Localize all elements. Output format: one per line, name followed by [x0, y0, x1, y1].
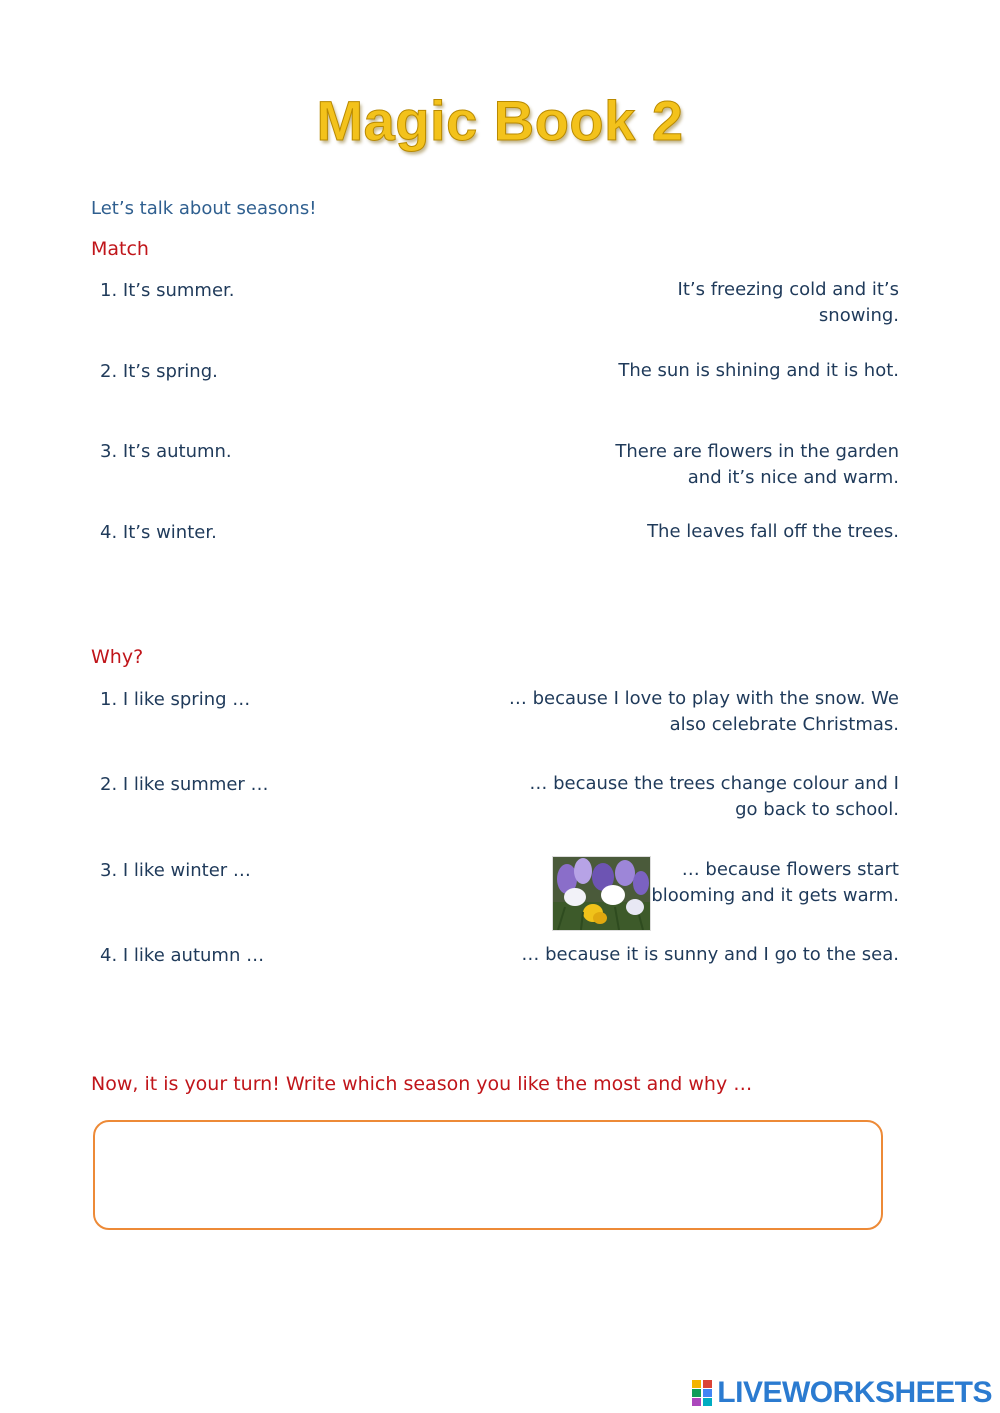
match-right-item-4[interactable] [647, 519, 899, 545]
match-left-item-2[interactable]: 2. It’s spring. [100, 361, 218, 382]
match-right-item-1-line-2: snowing. [818, 305, 899, 326]
liveworksheets-logo [691, 1376, 992, 1410]
why-right-item-4-line-1: … because it is sunny and I go to the sea. [521, 944, 899, 965]
match-heading: Match [91, 238, 149, 260]
match-right-item-3-line-1: There are flowers in the garden [615, 441, 899, 462]
why-right-item-3-line-1: … because flowers start [681, 859, 899, 880]
why-left-item-3[interactable]: 3. I like winter … [100, 860, 251, 881]
liveworksheets-logo-icon [691, 1379, 713, 1407]
match-left-item-4[interactable]: 4. It’s winter. [100, 522, 217, 543]
why-right-item-3[interactable] [651, 857, 899, 909]
why-left-item-4[interactable]: 4. I like autumn … [100, 945, 265, 966]
liveworksheets-logo-text: LIVEWORKSHEETS [717, 1376, 992, 1409]
match-right-item-4-line-1: The leaves fall off the trees. [647, 521, 899, 542]
page-title: Magic Book 2 [316, 89, 684, 152]
match-left-item-3[interactable]: 3. It’s autumn. [100, 441, 232, 462]
why-right-item-2-line-1: … because the trees change colour and I [529, 773, 899, 794]
match-right-item-1-line-1: It’s freezing cold and it’s [677, 279, 899, 300]
answer-text-box[interactable] [93, 1120, 883, 1230]
why-right-item-4[interactable] [521, 942, 899, 968]
crocus-flowers-image [552, 856, 651, 931]
match-left-item-1[interactable]: 1. It’s summer. [100, 280, 235, 301]
why-right-item-2[interactable] [529, 771, 899, 823]
why-left-item-2[interactable]: 2. I like summer … [100, 774, 269, 795]
your-turn-prompt: Now, it is your turn! Write which season you like the most and why … [91, 1073, 753, 1095]
match-right-item-2[interactable] [618, 358, 899, 384]
why-right-item-1-line-1: … because I love to play with the snow. We [508, 688, 899, 709]
why-left-item-1[interactable]: 1. I like spring … [100, 689, 251, 710]
why-right-item-3-line-2: blooming and it gets warm. [651, 885, 899, 906]
why-right-item-1-line-2: also celebrate Christmas. [669, 714, 899, 735]
why-heading: Why? [91, 646, 144, 668]
intro-text: Let’s talk about seasons! [91, 198, 317, 219]
match-right-item-2-line-1: The sun is shining and it is hot. [618, 360, 899, 381]
match-right-item-1[interactable] [678, 277, 899, 329]
match-right-item-3-line-2: and it’s nice and warm. [687, 467, 899, 488]
match-right-item-3[interactable] [615, 439, 899, 491]
why-right-item-1[interactable] [509, 686, 899, 738]
why-right-item-2-line-2: go back to school. [735, 799, 899, 820]
